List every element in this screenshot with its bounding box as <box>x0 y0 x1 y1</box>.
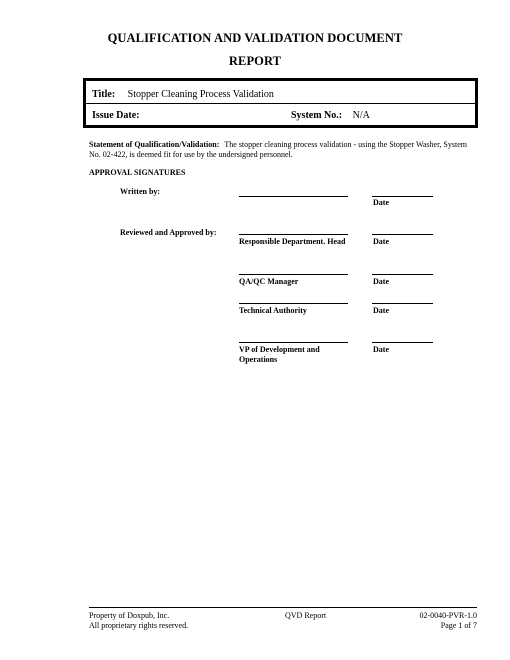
dept-head-role: Responsible Department. Head <box>239 237 346 246</box>
approval-heading: APPROVAL SIGNATURES <box>89 168 186 177</box>
info-box-divider <box>86 103 475 104</box>
footer-company: Property of Doxpub, Inc. <box>89 611 170 620</box>
dept-head-date-line <box>372 234 433 235</box>
qa-date-label: Date <box>373 277 389 286</box>
tech-authority-role: Technical Authority <box>239 306 307 315</box>
issue-date-row <box>92 110 140 121</box>
footer-divider <box>89 607 477 608</box>
issue-date-label: Issue Date: <box>92 110 140 121</box>
document-title: QUALIFICATION AND VALIDATION DOCUMENT <box>107 31 403 45</box>
written-by-signature-line <box>239 196 348 197</box>
qa-signature-line <box>239 274 348 275</box>
title-value: Stopper Cleaning Process Validation <box>127 89 274 100</box>
title-row <box>92 89 274 100</box>
dept-head-date-label: Date <box>373 237 389 246</box>
tech-authority-date-label: Date <box>373 306 389 315</box>
statement-label: Statement of Qualification/Validation: <box>89 140 220 149</box>
dept-head-signature-line <box>239 234 348 235</box>
written-by-date-label: Date <box>373 198 389 207</box>
vp-signature-line <box>239 342 348 343</box>
system-no-label: System No.: <box>291 110 343 121</box>
system-no-row <box>291 110 370 121</box>
title-label: Title: <box>92 89 116 100</box>
tech-authority-signature-line <box>239 303 348 304</box>
reviewed-by-label: Reviewed and Approved by: <box>120 228 217 237</box>
tech-authority-date-line <box>372 303 433 304</box>
written-by-date-line <box>372 196 433 197</box>
system-no-value: N/A <box>352 110 370 121</box>
statement-paragraph <box>89 140 469 160</box>
footer-doc-type: QVD Report <box>285 611 327 620</box>
info-box <box>83 78 478 128</box>
footer-doc-number: 02-0040-PVR-1.0 <box>419 611 477 620</box>
qa-role: QA/QC Manager <box>239 277 299 286</box>
qa-date-line <box>372 274 433 275</box>
vp-date-label: Date <box>373 345 389 354</box>
document-subtitle: REPORT <box>228 54 282 68</box>
footer-rights: All proprietary rights reserved. <box>89 621 189 630</box>
vp-date-line <box>372 342 433 343</box>
statement-text: The stopper cleaning process validation - using the Stopper Washer, System No. 02-422, is deemed fit for use by the undersigned personnel. <box>89 140 467 159</box>
footer-page-number: Page 1 of 7 <box>440 621 477 630</box>
written-by-label: Written by: <box>120 187 161 196</box>
vp-role: VP of Development and Operations <box>239 345 320 364</box>
